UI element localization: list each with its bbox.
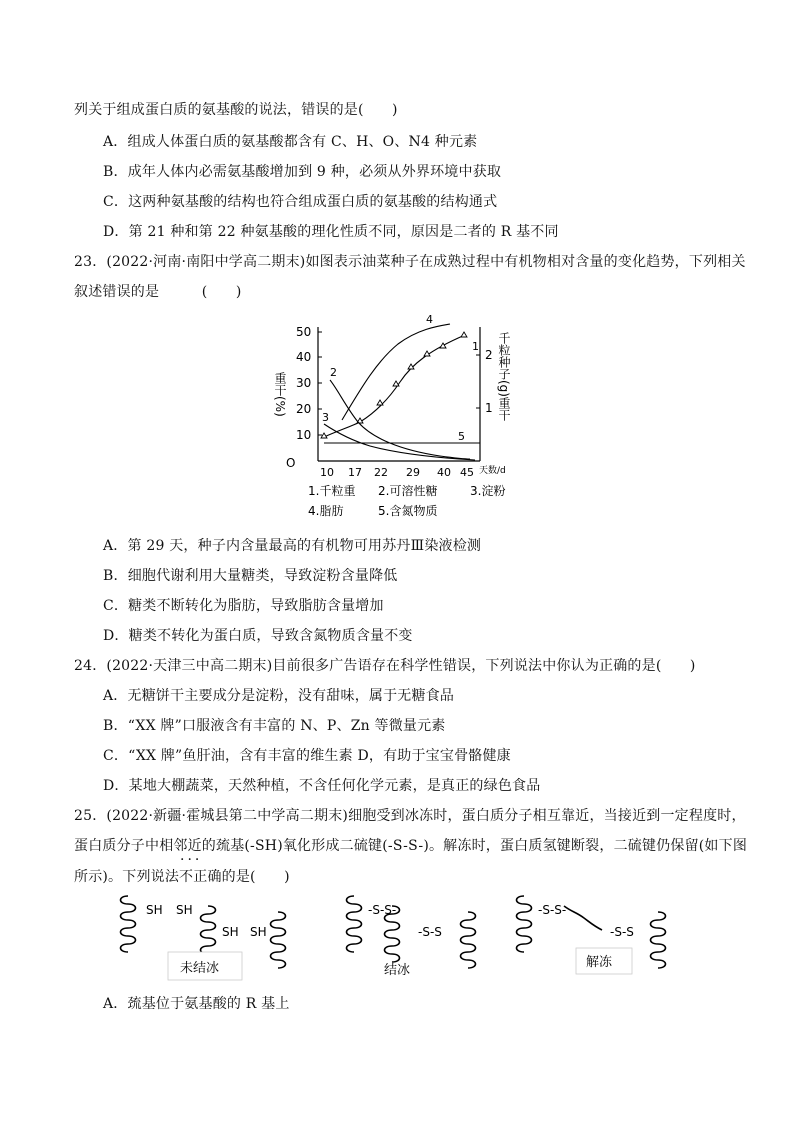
q22-option-a: A．组成人体蛋白质的氨基酸都含有 C、H、O、N4 种元素 bbox=[103, 134, 478, 150]
y-left-tick: 30 bbox=[296, 376, 312, 390]
label-ss: -S-S bbox=[610, 925, 634, 939]
legend-item: 4.脂肪 bbox=[308, 504, 344, 518]
q23-option-a: A．第 29 天，种子内含量最高的有机物可用苏丹Ⅲ染液检测 bbox=[103, 538, 482, 554]
q22-stem: 列关于组成蛋白质的氨基酸的说法，错误的是( ) bbox=[74, 102, 398, 118]
panel-thawed bbox=[517, 896, 666, 974]
q23-figure bbox=[273, 312, 520, 527]
y-right-label: 千粒种子(g)重干 bbox=[497, 332, 511, 421]
q24-option-c: C．“XX 牌”鱼肝油，含有丰富的维生素 D，有助于宝宝骨骼健康 bbox=[103, 748, 511, 764]
x-tick: 10 bbox=[320, 466, 334, 479]
panel-unfrozen bbox=[121, 896, 286, 980]
q22-option-b: B．成年人体内必需氨基酸增加到 9 种，必须从外界环境中获取 bbox=[103, 164, 502, 180]
q25-stem-line3: 所示)。下列说法不正确的是( ) bbox=[74, 869, 290, 885]
q23-stem-line2: 叙述错误的是 ( ) bbox=[74, 284, 242, 300]
caption: 解冻 bbox=[586, 955, 613, 970]
q24-option-a: A．无糖饼干主要成分是淀粉，没有甜味，属于无糖食品 bbox=[103, 688, 455, 704]
label-sh: SH bbox=[146, 903, 163, 917]
curve-fat bbox=[342, 324, 450, 420]
curve-label: 4 bbox=[426, 313, 433, 326]
caption: 未结冰 bbox=[180, 961, 220, 976]
x-tick: 22 bbox=[374, 466, 388, 479]
q24-stem: 24．(2022·天津三中高二期末)目前很多广告语存在科学性错误，下列说法中你认为正确的是( ) bbox=[74, 658, 696, 674]
x-tick: 17 bbox=[348, 466, 362, 479]
label-sh: SH bbox=[222, 925, 239, 939]
panel-frozen bbox=[347, 896, 476, 978]
legend-item: 2.可溶性糖 bbox=[378, 484, 438, 498]
curve-label: 3 bbox=[322, 411, 329, 424]
x-unit: 天数/d bbox=[479, 466, 506, 476]
q24-option-d: D．某地大棚蔬菜，天然种植，不含任何化学元素，是真正的绿色食品 bbox=[103, 778, 541, 794]
y-right-tick: 1 bbox=[485, 401, 493, 415]
q22-option-d: D．第 21 种和第 22 种氨基酸的理化性质不同，原因是二者的 R 基不同 bbox=[103, 224, 559, 240]
origin-label: O bbox=[286, 456, 296, 470]
y-left-label: 重干(%) bbox=[273, 372, 287, 417]
curve-soluble-sugar bbox=[330, 380, 470, 459]
legend-item: 1.千粒重 bbox=[308, 484, 356, 498]
label-sh: SH bbox=[250, 925, 267, 939]
q23-option-c: C．糖类不断转化为脂肪，导致脂肪含量增加 bbox=[103, 598, 384, 614]
y-left-tick: 20 bbox=[296, 402, 312, 416]
y-left-tick: 10 bbox=[296, 428, 312, 442]
q24-option-b: B．“XX 牌”口服液含有丰富的 N、P、Zn 等微量元素 bbox=[103, 718, 446, 734]
legend-item: 3.淀粉 bbox=[470, 484, 506, 498]
q23-option-b: B．细胞代谢利用大量糖类，导致淀粉含量降低 bbox=[103, 568, 398, 584]
q22-option-c: C．这两种氨基酸的结构也符合组成蛋白质的氨基酸的结构通式 bbox=[103, 194, 498, 210]
label-ss: -S-S- bbox=[368, 903, 397, 917]
label-ss: -S-S- bbox=[538, 903, 567, 917]
q25-figure bbox=[118, 892, 698, 982]
curve-label: 5 bbox=[458, 430, 465, 443]
legend-item: 5.含氮物质 bbox=[378, 504, 438, 518]
y-left-tick: 50 bbox=[296, 325, 312, 339]
x-tick: 45 bbox=[460, 466, 474, 479]
curve-label: 1 bbox=[472, 340, 479, 353]
q23-stem-line1: 23．(2022·河南·南阳中学高二期末)如图表示油菜种子在成熟过程中有机物相对含量的变化趋势，下列相关 bbox=[74, 254, 746, 270]
q23-option-d: D．糖类不转化为蛋白质，导致含氮物质含量不变 bbox=[103, 628, 413, 644]
y-right-tick: 2 bbox=[485, 348, 493, 362]
emphasis-dots: ··· bbox=[180, 852, 203, 868]
q25-option-a: A．巯基位于氨基酸的 R 基上 bbox=[103, 996, 290, 1012]
x-tick: 29 bbox=[406, 466, 420, 479]
caption: 结冰 bbox=[384, 963, 411, 978]
y-left-tick: 40 bbox=[296, 350, 312, 364]
q25-stem-line1: 25．(2022·新疆·霍城县第二中学高二期末)细胞受到冰冻时，蛋白质分子相互靠近，当接近到一定程度时， bbox=[74, 808, 746, 824]
x-tick: 40 bbox=[437, 466, 451, 479]
q25-stem-line2: 蛋白质分子中相邻近的巯基(-SH)氧化形成二硫键(-S-S-)。解冻时，蛋白质氢键断裂，二硫键仍保留(如下图 bbox=[74, 838, 748, 854]
curve-label: 2 bbox=[330, 366, 337, 379]
label-ss: -S-S bbox=[418, 925, 442, 939]
curve-starch bbox=[324, 424, 475, 460]
label-sh: SH bbox=[176, 903, 193, 917]
